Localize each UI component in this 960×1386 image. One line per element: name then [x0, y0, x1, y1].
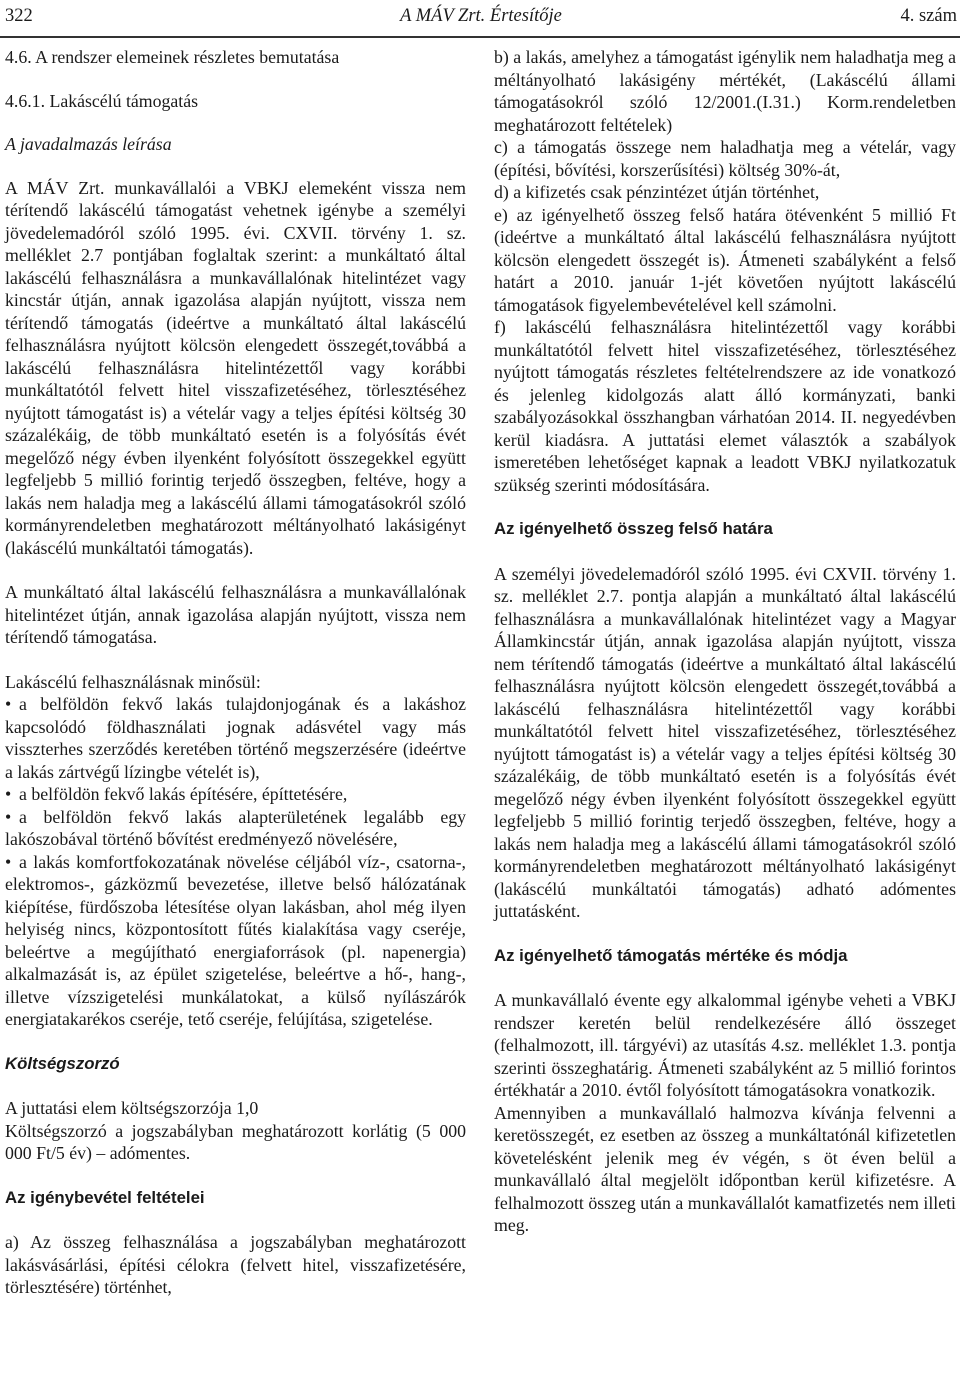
spacer [494, 967, 956, 989]
qualifies-intro: Lakáscélú felhasználásnak minősül: [5, 671, 261, 692]
bullet-icon: • [5, 694, 12, 714]
condition-f: f) lakáscélú felhasználásra hitelintézettől vagy korábbi munkáltatótól felvett hitel visszafizetéséhez, törlesztéséhez nyújtott támogatás részletes feltételrendszere az ide vonatkozó és jelenleg kidolgozás alatt álló kormányzati, banki szabályozásokkal összhangban várhatóan 2014. II. negyedévben kerül kiadásra. A juttatási elemet választók a szabályok ismeretében lehetőséget kapnak a leadott VBKJ nyilatkozatuk szükség szerinti módosítására. [494, 317, 956, 495]
spacer [5, 1209, 466, 1231]
extent-text: Amennyiben a munkavállaló halmozva kívánja felvenni a keretösszegét, ez esetben az összeg a munkáltatónál kifizetetlen követelésként jelenik meg év végén, s öt éven belül a munkavállaló által megjelölt időpontban kerül kifizetésre. A felhalmozott összeg után a munkavállalót kamatfizetés nem illeti meg. [494, 1102, 956, 1235]
limit-heading: Az igényelhető összeg felső határa [494, 519, 773, 538]
subsection-title: 4.6.1. Lakáscélú támogatás [5, 90, 199, 111]
multiplier-heading: Költségszorzó [5, 1053, 120, 1073]
condition-c: c) a támogatás összege nem haladhatja meg a vételár, vagy (építési, bővítési, korszerűsítési) költség 30%-át, [494, 137, 956, 180]
extent-text: A munkavállaló évente egy alkalommal igénybe veheti a VBKJ rendszer keretén belül rendelkezésére álló összeget (felhalmozott, ill. tárgyévi) az utasítás 4.sz. melléklet 1.3. pontja szerinti összeghatárig. Átmeneti szabályként az 5 millió forintos értékhatár a 2010. évtől folyósított támogatásokra vonatkozik. [494, 990, 956, 1100]
list-item-text: a belföldön fekvő lakás tulajdonjogának és a lakáshoz kapcsolódó földhasználati jognak adásvétel vagy más visszterhes szerződés keretében történő megszerzésére (ideértve a lakás zártvégű lízingbe vételét is), [5, 694, 466, 782]
conditions-heading: Az igénybevétel feltételei [5, 1187, 205, 1207]
spacer [494, 541, 956, 563]
right-column [494, 46, 956, 1237]
list-item-text: a belföldön fekvő lakás építésére, építtetésére, [19, 784, 348, 804]
spacer [494, 496, 956, 518]
condition-b: b) a lakás, amelyhez a támogatást igénylik nem haladhatja meg a méltányolható lakásigény mértékét, (Lakáscélú állami támogatásokról szóló 12/2001.(I.31.) Korm.rendeletben meghatározott feltételek) [494, 47, 956, 135]
issue-number: 4. szám [900, 6, 957, 26]
spacer [5, 1075, 466, 1097]
spacer [5, 559, 466, 581]
page-number: 322 [5, 6, 33, 26]
extent-heading: Az igényelhető támogatás mértéke és módja [494, 945, 848, 965]
left-column [5, 46, 466, 1299]
journal-title: A MÁV Zrt. Értesítője [400, 6, 562, 26]
list-item [5, 783, 466, 806]
section-title: 4.6. A rendszer elemeinek részletes bemutatása [5, 47, 340, 67]
list-item [5, 851, 466, 1031]
list-item [5, 693, 466, 783]
bullet-icon: • [5, 806, 12, 827]
spacer [5, 1165, 466, 1187]
multiplier-text: Költségszorzó a jogszabályban meghatározott korlátig (5 000 000 Ft/5 év) – adómentes. [5, 1120, 466, 1163]
spacer [5, 1031, 466, 1053]
bullet-icon: • [5, 784, 12, 804]
limit-text: A személyi jövedelemadóról szóló 1995. évi CXVII. törvény 1. sz. melléklet 2.7. pontja alapján a munkáltató által lakáscélú felhasználásra a munkavállalónak hitelintézet vagy a Magyar Államkincstár útján, annak igazolása alapján nyújtott, vissza nem térítendő támogatás (ideértve a munkáltató által lakáscélú felhasználásra nyújtott kölcsön elengedett összegét,továbbá a lakáscélú felhasználásra hitelintézettől vagy korábbi munkáltatótól felvett hitel visszafizetéséhez, törlesztéséhez nyújtott támogatást is) a vételár vagy a teljes építési költség 30 százalékáig, de több munkáltató esetén is a folyósítás évét megelőző négy évben ilyenként folyósított összegekkel együtt legfeljebb 5 millió forintig terjedő összegben, feltéve, hogy a lakás nem haladja meg a lakáscélú állami támogatásokról szóló kormányrendeletben meghatározott méltányolható lakásigényt (lakáscélú munkáltatói támogatás) adható adómentes juttatásként. [494, 563, 956, 921]
list-item [5, 806, 466, 851]
condition-d: d) a kifizetés csak pénzintézet útján történhet, [494, 182, 820, 202]
page-header [5, 4, 957, 34]
condition-e: e) az igényelhető összeg felső határa ötévenként 5 millió Ft (ideértve a munkáltató által lakáscélú felhasználásra nyújtott kölcsön elengedett összegét is). Átmeneti szabályként a felső határt a 2010. január 1-jét követően nyújtott lakáscélú támogatások figyelembevételével kell számolni. [494, 204, 956, 315]
paragraph: A munkáltató által lakáscélú felhasználásra a munkavállalónak hitelintézet útján, annak igazolása alapján nyújtott, vissza nem térítendő támogatása. [5, 582, 466, 647]
multiplier-text: A juttatási elem költségszorzója 1,0 [5, 1098, 259, 1118]
spacer [5, 649, 466, 671]
list-item-text: a lakás komfortfokozatának növelése céljából víz-, csatorna-, elektromos-, gázközmű bevezetése, illetve belső hálózatának kiépítése, fürdőszoba létesítése olyan lakásban, ahol még ilyen helyiség nincs, központosított fűtés kialakítása vagy cseréje, beleértve a megújítható energiaforrások (pl. napenergia) alkalmazását is, az épület szigetelése, beleértve a hő-, hang-, illetve vízszigetelési munkálatokat, a külső nyílászárók energiatakarékos cseréje, tető cseréje, felújítása, szigetelése. [5, 851, 466, 1029]
header-divider [0, 36, 960, 38]
condition-a: a) Az összeg felhasználása a jogszabályban meghatározott lakásvásárlási, építési célokra (felvett hitel, visszafizetésére, törlesztésére) történhet, [5, 1232, 466, 1297]
spacer [494, 923, 956, 945]
list-item-text: a belföldön fekvő lakás alapterületének legalább egy lakószobával történő bővítést eredményező növelésére, [5, 806, 466, 849]
paragraph: A MÁV Zrt. munkavállalói a VBKJ elemeként vissza nem térítendő lakáscélú támogatást vehetnek igénybe a személyi jövedelemadóról szóló 1995. évi. CXVII. törvény 1. sz. melléklet 2.7 pontjában foglaltak szerint: a munkáltató által lakáscélú felhasználásra a munkavállalónak hitelintézet vagy kincstár útján, annak igazolása alapján nyújtott, vissza nem térítendő támogatás (ideértve a munkáltató által lakáscélú felhasználásra nyújtott kölcsön elengedett összegét,továbbá a lakáscélú felhasználásra hitelintézettől vagy korábbi munkáltatótól felvett hitel visszafizetéséhez, törlesztéséhez nyújtott támogatást is) a vételár vagy a teljes építési költség 30 százalékáig, de több munkáltató esetén is a folyósítás évét megelőző négy évben ilyenként folyósított összegekkel együtt legfeljebb 5 millió forintig terjedő összegben, feltéve, hogy a lakás nem haladja meg a lakáscélú állami támogatásokról szóló kormányrendeletben meghatározott méltányolható lakásigényt (lakáscélú munkáltatói támogatás). [5, 177, 466, 558]
description-heading: A javadalmazás leírása [5, 134, 172, 154]
bullet-icon: • [5, 851, 12, 872]
